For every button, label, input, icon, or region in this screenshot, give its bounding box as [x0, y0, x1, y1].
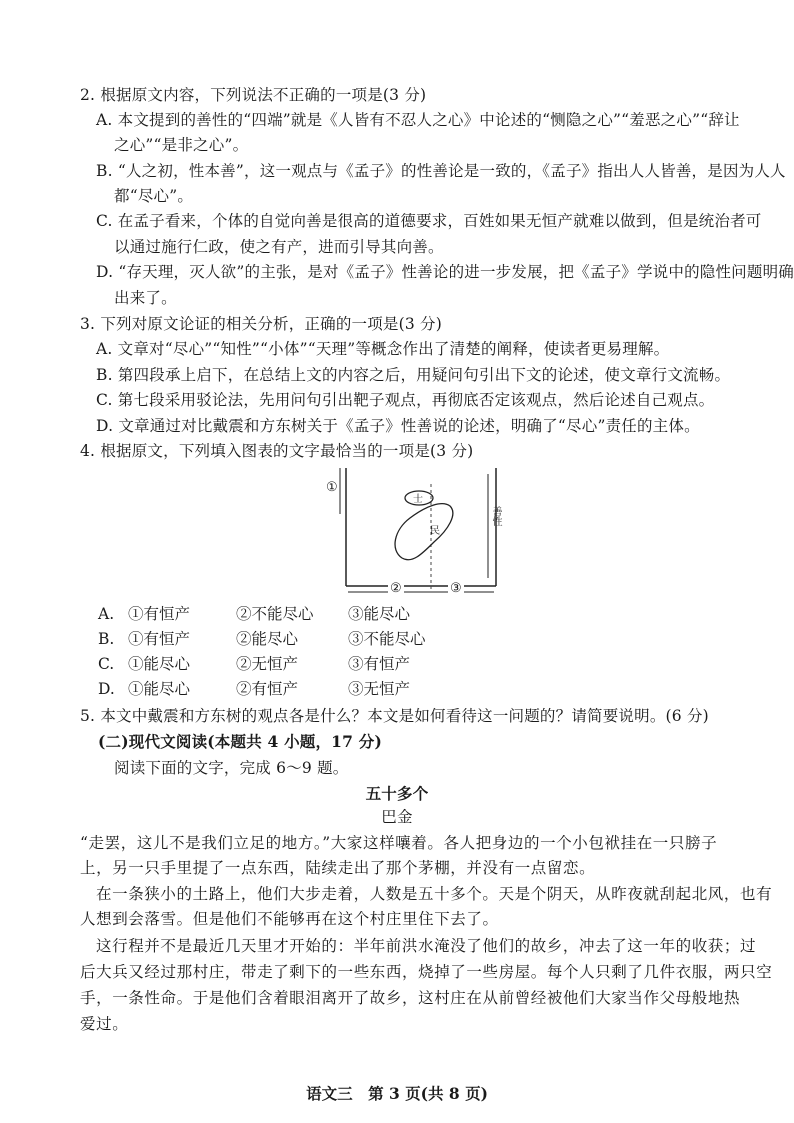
section2-intro: 阅读下面的文字，完成 6～9 题。 — [114, 759, 349, 777]
q2-option-a-line2: 之心”“是非之心”。 — [114, 136, 249, 154]
q4-option-b-2: ②能尽心 — [236, 630, 299, 648]
q4-option-b-letter: B. — [98, 630, 115, 648]
q4-option-c-2: ②无恒产 — [236, 655, 299, 673]
diagram-label-min: 民 — [430, 526, 440, 537]
q2-stem: 2. 根据原文内容，下列说法不正确的一项是(3 分) — [80, 86, 427, 104]
story-p1-line1: “走罢，这儿不是我们立足的地方。”大家这样嚷着。各人把身边的一个小包袱挂在一只膀子 — [80, 834, 718, 852]
q2-option-c-line2: 以通过施行仁政，使之有产，进而引导其向善。 — [114, 238, 444, 256]
q4-option-b-3: ③不能尽心 — [348, 630, 426, 648]
story-p3-line4: 爱过。 — [80, 1015, 129, 1033]
q4-option-a-1: ①有恒产 — [128, 605, 191, 623]
story-title: 五十多个 — [365, 784, 429, 803]
page-footer: 语文三 第 3 页(共 8 页) — [306, 1084, 488, 1103]
diagram-label-shi: 士 — [413, 494, 423, 505]
q2-option-b-line1: B. “人之初，性本善”，这一观点与《孟子》的性善论是一致的，《孟子》指出人人皆善，是因为人人 — [96, 162, 786, 180]
story-p3-line3: 手，一条性命。于是他们含着眼泪离开了故乡，这村庄在从前曾经被他们大家当作父母般地热 — [80, 989, 741, 1007]
q3-stem: 3. 下列对原文论证的相关分析，正确的一项是(3 分) — [80, 315, 442, 333]
q3-option-c: C. 第七段采用驳论法，先用问句引出靶子观点，再彻底否定该观点，然后论述自己观点。 — [96, 391, 715, 409]
q4-option-c-1: ①能尽心 — [128, 655, 191, 673]
story-p1-line2: 上，另一只手里提了一点东西，陆续走出了那个茅棚，并没有一点留恋。 — [80, 859, 596, 877]
q4-option-a — [98, 603, 458, 625]
q4-option-d-2: ②有恒产 — [236, 680, 299, 698]
q2-option-a-line1: A. 本文提到的善性的“四端”就是《人皆有不忍人之心》中论述的“恻隐之心”“羞恶之心”“辞让 — [96, 111, 740, 129]
q3-option-a: A. 文章对“尽心”“知性”“小体”“天理”等概念作出了清楚的阐释，使读者更易理解。 — [96, 340, 670, 358]
diagram-label-shanxing: 善性 — [490, 506, 501, 526]
story-p2-line1: 在一条狭小的土路上，他们大步走着，人数是五十多个。天是个阴天，从昨夜就刮起北风，也有 — [96, 885, 773, 903]
q2-option-d-line2: 出来了。 — [114, 289, 177, 307]
q4-option-c — [98, 653, 458, 675]
section2-heading: (二)现代文阅读(本题共 4 小题，17 分) — [98, 732, 382, 751]
q5-stem: 5. 本文中戴震和方东树的观点各是什么？本文是如何看待这一问题的？请简要说明。(6 分) — [80, 707, 709, 725]
q4-option-c-letter: C. — [98, 655, 115, 673]
q4-diagram — [326, 466, 510, 600]
q4-option-a-3: ③能尽心 — [348, 605, 411, 623]
story-p3-line2: 后大兵又经过那村庄，带走了剩下的一些东西，烧掉了一些房屋。每个人只剩了几件衣服，两只空 — [80, 963, 773, 981]
q4-option-b — [98, 628, 458, 650]
q2-option-d-line1: D. “存天理，灭人欲”的主张，是对《孟子》性善论的进一步发展，把《孟子》学说中的隐性问题明确 — [96, 263, 794, 281]
q4-option-d-letter: D. — [98, 680, 115, 698]
q3-option-b: B. 第四段承上启下，在总结上文的内容之后，用疑问句引出下文的论述，使文章行文流畅。 — [96, 366, 731, 384]
q4-diagram-svg — [338, 466, 510, 600]
q4-option-c-3: ③有恒产 — [348, 655, 411, 673]
story-p2-line2: 人想到会落雪。但是他们不能够再在这个村庄里住下去了。 — [80, 910, 499, 928]
q3-option-d: D. 文章通过对比戴震和方东树关于《孟子》性善说的论述，明确了“尽心”责任的主体。 — [96, 417, 700, 435]
q2-option-b-line2: 都“尽心”。 — [114, 187, 194, 205]
diagram-label-3: ③ — [450, 581, 462, 596]
q4-option-a-2: ②不能尽心 — [236, 605, 314, 623]
min-shape — [395, 504, 453, 560]
q4-stem: 4. 根据原文，下列填入图表的文字最恰当的一项是(3 分) — [80, 442, 474, 460]
diagram-label-1: ① — [326, 480, 338, 495]
q4-option-d-3: ③无恒产 — [348, 680, 411, 698]
q2-option-c-line1: C. 在孟子看来，个体的自觉向善是很高的道德要求，百姓如果无恒产就难以做到，但是统治者可 — [96, 212, 762, 230]
q4-option-b-1: ①有恒产 — [128, 630, 191, 648]
q4-option-a-letter: A. — [98, 605, 115, 623]
story-author: 巴金 — [381, 808, 413, 826]
story-p3-line1: 这行程并不是最近几天里才开始的：半年前洪水淹没了他们的故乡，冲去了这一年的收获；过 — [96, 937, 757, 955]
diagram-label-2: ② — [390, 581, 402, 596]
q4-option-d-1: ①能尽心 — [128, 680, 191, 698]
q4-option-d — [98, 678, 458, 700]
